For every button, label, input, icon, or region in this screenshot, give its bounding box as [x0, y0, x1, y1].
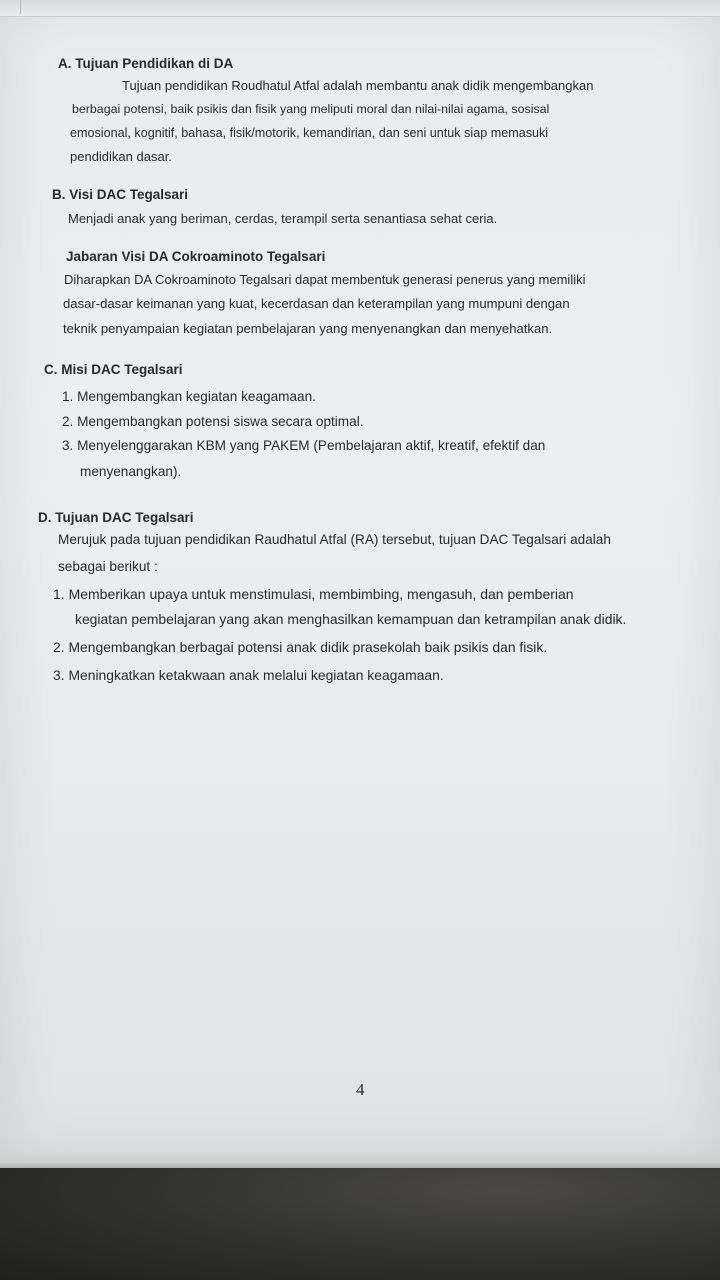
goal-intro-line-1: Merujuk pada tujuan pendidikan Raudhatul Atfal (RA) tersebut, tujuan DAC Tegalsari adalah	[58, 532, 611, 547]
mission-item-3-continuation: menyenangkan).	[80, 464, 182, 479]
background-surface	[0, 1168, 720, 1280]
vision-elaboration-line-2: dasar-dasar keimanan yang kuat, kecerdasan dan keterampilan yang mumpuni dengan	[63, 296, 570, 311]
section-a-line-4: pendidikan dasar.	[70, 149, 172, 164]
section-a-line-3: emosional, kognitif, bahasa, fisik/motorik, kemandirian, dan seni untuk siap memasuki	[70, 126, 549, 140]
section-b-heading: B. Visi DAC Tegalsari	[52, 187, 189, 202]
goal-item-3: 3. Meningkatkan ketakwaan anak melalui kegiatan keagamaan.	[53, 667, 444, 683]
vision-elaboration-line-1: Diharapkan DA Cokroaminoto Tegalsari dapat membentuk generasi penerus yang memiliki	[64, 272, 586, 287]
vision-statement: Menjadi anak yang beriman, cerdas, terampil serta senantiasa sehat ceria.	[68, 211, 498, 226]
goal-item-2: 2. Mengembangkan berbagai potensi anak didik prasekolah baik psikis dan fisik.	[53, 639, 548, 655]
section-a-line-1: Tujuan pendidikan Roudhatul Atfal adalah membantu anak didik mengembangkan	[122, 78, 594, 93]
vision-elaboration-line-3: teknik penyampaian kegiatan pembelajaran yang menyenangkan dan menyehatkan.	[63, 321, 553, 336]
goal-item-1: 1. Memberikan upaya untuk menstimulasi, membimbing, mengasuh, dan pemberian	[53, 586, 574, 602]
goal-item-1-continuation: kegiatan pembelajaran yang akan menghasilkan kemampuan dan ketrampilan anak didik.	[75, 611, 627, 627]
section-a-heading: A. Tujuan Pendidikan di DA	[58, 56, 234, 71]
page-top-fold	[0, 0, 720, 17]
mission-item-2: 2. Mengembangkan potensi siswa secara optimal.	[62, 414, 364, 429]
section-c-heading: C. Misi DAC Tegalsari	[44, 362, 183, 377]
mission-item-3: 3. Menyelenggarakan KBM yang PAKEM (Pembelajaran aktif, kreatif, efektif dan	[62, 438, 546, 453]
section-d-heading: D. Tujuan DAC Tegalsari	[38, 510, 194, 525]
vision-elaboration-heading: Jabaran Visi DA Cokroaminoto Tegalsari	[66, 249, 326, 264]
section-a-line-2: berbagai potensi, baik psikis dan fisik yang meliputi moral dan nilai-nilai agama, sosisal	[72, 102, 550, 116]
goal-intro-line-2: sebagai berikut :	[58, 559, 158, 574]
page-number: 4	[356, 1080, 365, 1099]
mission-item-1: 1. Mengembangkan kegiatan keagamaan.	[62, 389, 316, 404]
